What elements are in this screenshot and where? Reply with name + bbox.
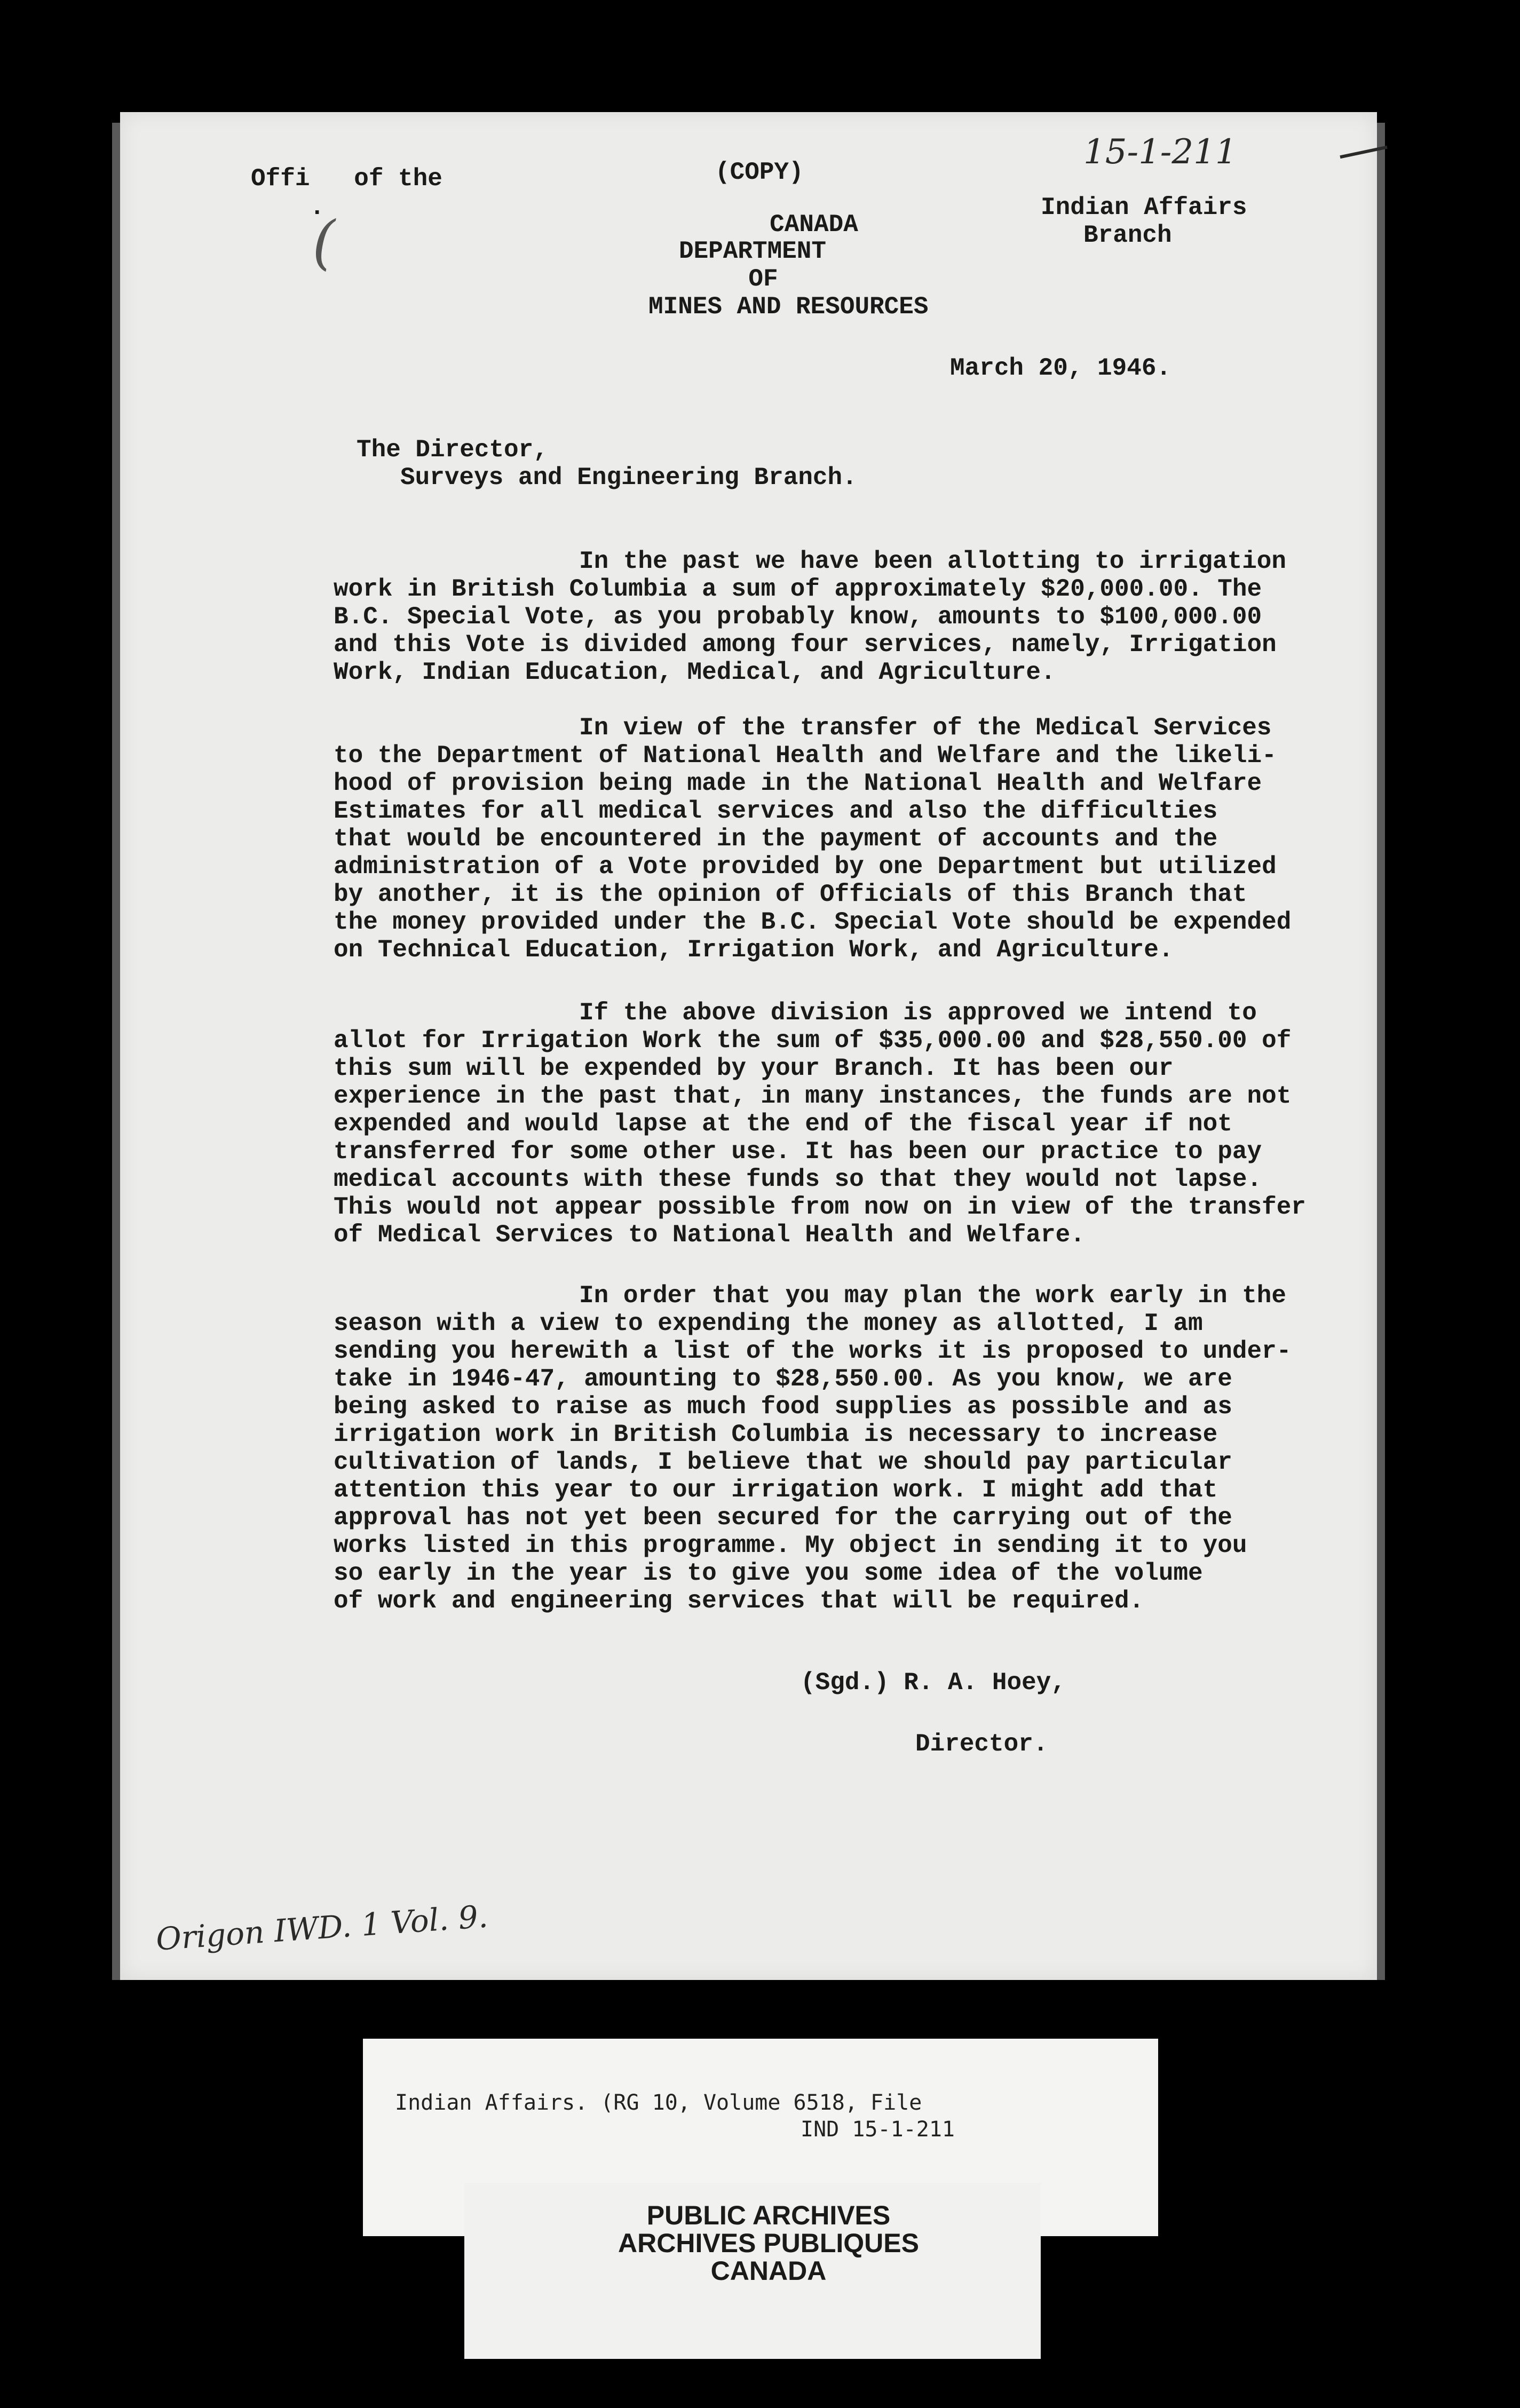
signature-title: Director. [915, 1730, 1048, 1758]
department-line: DEPARTMENT [678, 237, 827, 265]
stamp-line: PUBLIC ARCHIVES [646, 2200, 891, 2230]
body-paragraph-2: In view of the transfer of the Medical Services to the Department of National Health and Welfare and the likeli- hood of provision being made in the National Health and Welfare Estimates for all medical services and also the difficulties that would be encountered in the payment of accounts and the administration of a Vote provided by one Department but utilized by another, it is the opinion of Officials of this Branch that the money provided under the B.C. Special Vote should be expended on Technical Education, Irrigation Work, and Agriculture. [334, 714, 1292, 964]
file-number-handwritten: 15-1-211 [1083, 132, 1237, 172]
bracket-mark-icon: ( [312, 208, 335, 276]
recipient-line-2: Surveys and Engineering Branch. [400, 464, 857, 492]
archive-stamp [534, 2201, 1003, 2285]
signature-line: (Sgd.) R. A. Hoey, [801, 1669, 1066, 1697]
recipient-line-1: The Director, [357, 436, 548, 464]
branch-line: Indian Affairs [1041, 194, 1247, 221]
department-line: MINES AND RESOURCES [648, 293, 929, 321]
letter-date: March 20, 1946. [950, 354, 1171, 382]
branch-line: Branch [1083, 221, 1172, 249]
department-line: OF [748, 265, 778, 293]
body-paragraph-4: In order that you may plan the work early in the season with a view to expending the money as allotted, I am sending you herewith a list of the works it is proposed to under- take in 1946-47, amounting to $28,550.00. As you know, we are being asked to raise as much food supplies as possible and as irrigation work in British Columbia is necessary to increase cultivation of lands, I believe that we should pay particular attention this year to our irrigation work. I might add that approval has not yet been secured for the carrying out of the works listed in this programme. My object in sending it to you so early in the year is to give you some idea of the volume of work and engineering services that will be required. [334, 1282, 1292, 1615]
margin-note-handwritten: Origon IWD. 1 Vol. 9. [155, 1898, 489, 1958]
body-paragraph-3: If the above division is approved we intend to allot for Irrigation Work the sum of $35,000.00 and $28,550.00 of this sum will be expended by your Branch. It has been our experience in the past that, in many instances, the funds are not expended and would lapse at the end of the fiscal year if not transferred for some other use. It has been our practice to pay medical accounts with these funds so that they would not lapse. This would not appear possible from now on in view of the transfer of Medical Services to National Health and Welfare. [334, 999, 1306, 1249]
archive-reference-line-1: Indian Affairs. (RG 10, Volume 6518, File [395, 2090, 922, 2115]
copy-mark: (COPY) [715, 159, 804, 186]
department-line: CANADA [770, 211, 858, 239]
body-paragraph-1: In the past we have been allotting to irrigation work in British Columbia a sum of approximately $20,000.00. The B.C. Special Vote, as you probably know, amounts to $100,000.00 and this Vote is divided among four services, namely, Irrigation Work, Indian Education, Medical, and Agriculture. [334, 548, 1287, 686]
office-line-1: Offi of the [251, 165, 442, 193]
office-line-2: . [251, 194, 325, 221]
stamp-line: CANADA [710, 2256, 827, 2286]
archive-reference-line-2: IND 15-1-211 [801, 2117, 955, 2142]
stamp-line: ARCHIVES PUBLIQUES [618, 2228, 919, 2258]
